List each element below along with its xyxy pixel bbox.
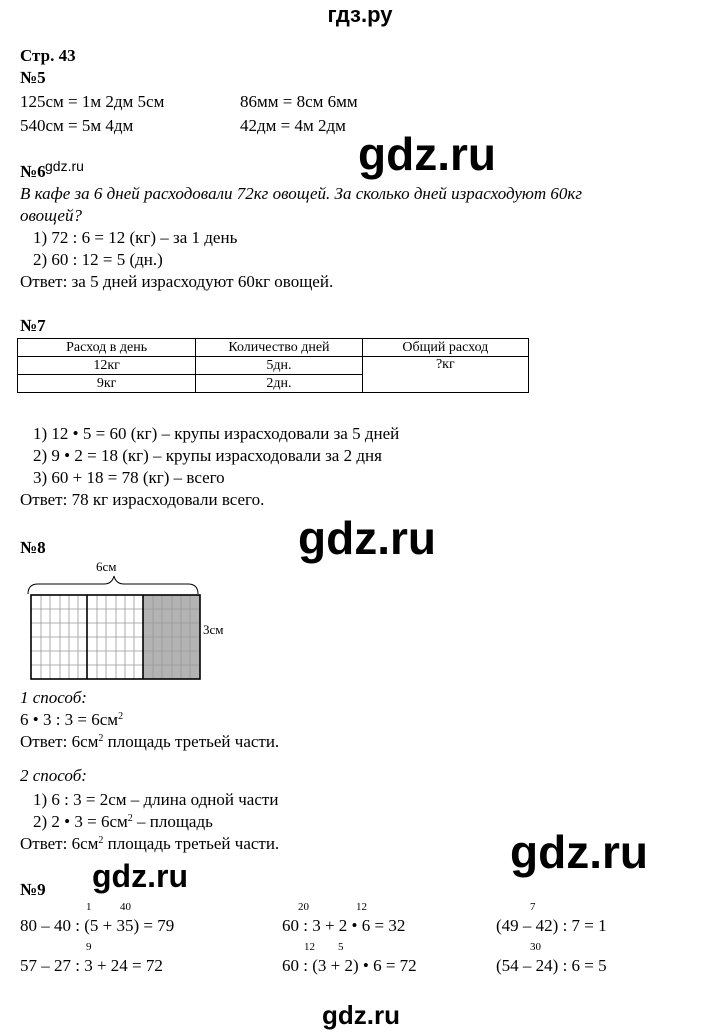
answer-text: площадь третьей части. — [103, 834, 280, 853]
height-label: 3см — [203, 622, 224, 637]
answer-text: Ответ: 6см — [20, 732, 99, 751]
watermark: gdz.ru — [322, 1000, 400, 1030]
method-1-answer — [20, 732, 279, 752]
watermark: gdz.ru — [358, 128, 496, 180]
watermark: gdz.ru — [298, 512, 436, 564]
task-5-line: 42дм = 4м 2дм — [240, 116, 346, 135]
task-7-table — [17, 338, 529, 393]
order-index: 1 — [86, 901, 92, 913]
order-index: 30 — [530, 941, 541, 953]
site-header: гдз.ру — [327, 2, 393, 27]
task-5-line: 86мм = 8см 6мм — [240, 92, 358, 111]
expr-text: 6 • 3 : 3 = 6см — [20, 710, 119, 729]
order-index: 12 — [356, 901, 367, 913]
rectangle-diagram — [20, 574, 210, 686]
task-8-title: №8 — [20, 538, 46, 557]
task-6-step: 1) 72 : 6 = 12 (кг) – за 1 день — [33, 228, 238, 247]
square-sup: 2 — [118, 711, 124, 722]
order-index: 9 — [86, 941, 92, 953]
method-1-expr — [20, 710, 123, 730]
task-5-line: 125см = 1м 2дм 5см — [20, 92, 165, 111]
method-2-step — [33, 812, 213, 832]
method-2-label: 2 способ: — [20, 766, 87, 785]
order-index: 20 — [298, 901, 309, 913]
task-5-line: 540см = 5м 4дм — [20, 116, 134, 135]
table-header: Расход в день — [18, 339, 196, 357]
square-sup: 2 — [98, 733, 104, 744]
task-7-step: 1) 12 • 5 = 60 (кг) – крупы израсходовали за 5 дней — [33, 424, 400, 443]
task-6-problem: В кафе за 6 дней расходовали 72кг овощей. За сколько дней израсходуют 60кг — [20, 184, 583, 203]
method-2-answer — [20, 834, 279, 854]
task-6-answer: Ответ: за 5 дней израсходуют 60кг овощей. — [20, 272, 334, 291]
order-index: 5 — [338, 941, 344, 953]
task-7-step: 3) 60 + 18 = 78 (кг) – всего — [33, 468, 225, 487]
page-label: Стр. 43 — [20, 46, 76, 65]
task-9-expr: (54 – 24) : 6 = 5 — [496, 956, 607, 975]
task-9-expr: 80 – 40 : (5 + 35) = 79 — [20, 916, 175, 935]
order-index: 7 — [530, 901, 536, 913]
table-header: Общий расход — [362, 339, 528, 357]
task-6-problem: овощей? — [20, 206, 82, 225]
method-2-step: 1) 6 : 3 = 2см – длина одной части — [33, 790, 279, 809]
table-cell: 2дн. — [196, 375, 362, 393]
task-9-expr: 60 : (3 + 2) • 6 = 72 — [282, 956, 417, 975]
watermark-small: gdz.ru — [45, 158, 84, 174]
task-9-expr: 57 – 27 : 3 + 24 = 72 — [20, 956, 163, 975]
task-7-step: 2) 9 • 2 = 18 (кг) – крупы израсходовали за 2 дня — [33, 446, 382, 465]
watermark: gdz.ru — [510, 826, 648, 878]
step-text: 2) 2 • 3 = 6см — [33, 812, 128, 831]
task-7-answer: Ответ: 78 кг израсходовали всего. — [20, 490, 265, 509]
order-index: 40 — [120, 901, 131, 913]
task-6-title: №6 — [20, 162, 46, 181]
table-cell: 12кг — [18, 357, 196, 375]
task-5-title: №5 — [20, 68, 46, 87]
task-7-title: №7 — [20, 316, 46, 335]
watermark: gdz.ru — [92, 858, 188, 894]
square-sup: 2 — [127, 813, 133, 824]
task-9-expr: (49 – 42) : 7 = 1 — [496, 916, 607, 935]
order-index: 12 — [304, 941, 315, 953]
table-cell: ?кг — [362, 357, 528, 393]
step-text: – площадь — [132, 812, 213, 831]
method-1-label: 1 способ: — [20, 688, 87, 707]
table-header: Количество дней — [196, 339, 362, 357]
width-label: 6см — [96, 559, 117, 574]
task-9-title: №9 — [20, 880, 46, 899]
square-sup: 2 — [98, 835, 104, 846]
answer-text: Ответ: 6см — [20, 834, 99, 853]
answer-text: площадь третьей части. — [103, 732, 280, 751]
task-9-expr: 60 : 3 + 2 • 6 = 32 — [282, 916, 406, 935]
table-cell: 5дн. — [196, 357, 362, 375]
task-6-step: 2) 60 : 12 = 5 (дн.) — [33, 250, 163, 269]
table-cell: 9кг — [18, 375, 196, 393]
